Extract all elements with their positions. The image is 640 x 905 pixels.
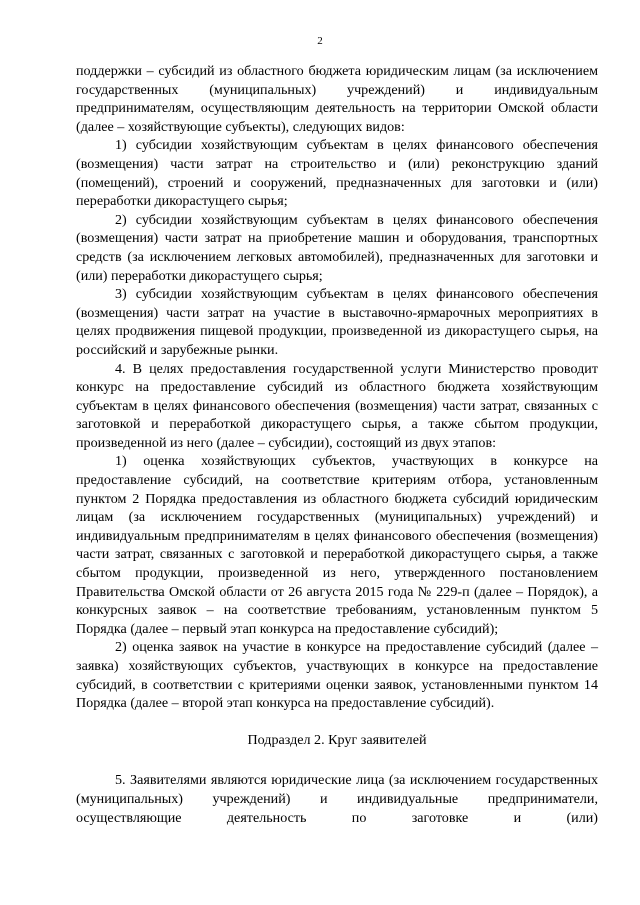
document-body — [76, 62, 598, 827]
paragraph-stage-2: 2) оценка заявок на участие в конкурсе на предоставление субсидий (далее – заявка) хозяйствующих субъектов, участвующих в конкурсе на предоставление субсидий, в соответствии с критериями оценки заявок, установленными пунктом 14 Порядка (далее – второй этап конкурса на предоставление субсидий). — [76, 639, 598, 712]
section-heading: Подраздел 2. Круг заявителей — [247, 731, 427, 748]
paragraph-item-4: 4. В целях предоставления государственной услуги Министерство проводит конкурс на предоставление субсидий из областного бюджета хозяйствующим субъектам в целях финансового обеспечения (возмещения) части затрат, связанных с заготовкой и переработкой дикорастущего сырья, а также сбытом продукции, произведенной из него (далее – субсидии), состоящий из двух этапов: — [76, 360, 598, 451]
paragraph-stage-1: 1) оценка хозяйствующих субъектов, участвующих в конкурсе на предоставление субсидий, на соответствие критериям отбора, установленным пунктом 2 Порядка предоставления из областного бюджета субсидий юридическим лицам (за исключением государственных (муниципальных) учреждений) и индивидуальным предпринимателям в целях финансового обеспечения (возмещения) части затрат, связанных с заготовкой и переработкой дикорастущего сырья, а также сбытом продукции, произведенной из него, утвержденного постановлением Правительства Омской области от 26 августа 2015 года № 229-п (далее – Порядок), а конкурсных заявок – на соответствие требованиям, установленным пунктом 5 Порядка (далее – первый этап конкурса на предоставление субсидий); — [76, 453, 598, 637]
paragraph-subsidy-support: поддержки – субсидий из областного бюджета юридическим лицам (за исключением государственных (муниципальных) учреждений) и индивидуальным предпринимателям, осуществляющим деятельность на территории Омской области (далее – хозяйствующие субъекты), следующих видов: — [76, 63, 598, 135]
paragraph-item-5: 5. Заявителями являются юридические лица (за исключением государственных (муниципальных) учреждений) и индивидуальные предприниматели, осуществляющие деятельность по заготовке и (или) — [76, 772, 598, 826]
paragraph-subsidy-type-2: 2) субсидии хозяйствующим субъектам в целях финансового обеспечения (возмещения) части затрат на приобретение машин и оборудования, транспортных средств (за исключением легковых автомобилей), предназначенных для заготовки и (или) переработки дикорастущего сырья; — [76, 211, 598, 284]
paragraph-subsidy-type-3: 3) субсидии хозяйствующим субъектам в целях финансового обеспечения (возмещения) части затрат на участие в выставочно-ярмарочных мероприятиях в целях продвижения пищевой продукции, произведенной из дикорастущего сырья, на российский и зарубежные рынки. — [76, 286, 598, 358]
paragraph-subsidy-type-1: 1) субсидии хозяйствующим субъектам в целях финансового обеспечения (возмещения) части затрат на строительство и (или) реконструкцию зданий (помещений), строений и сооружений, предназначенных для заготовки и (или) переработки дикорастущего сырья; — [76, 137, 598, 210]
page-number: 2 — [317, 35, 323, 47]
